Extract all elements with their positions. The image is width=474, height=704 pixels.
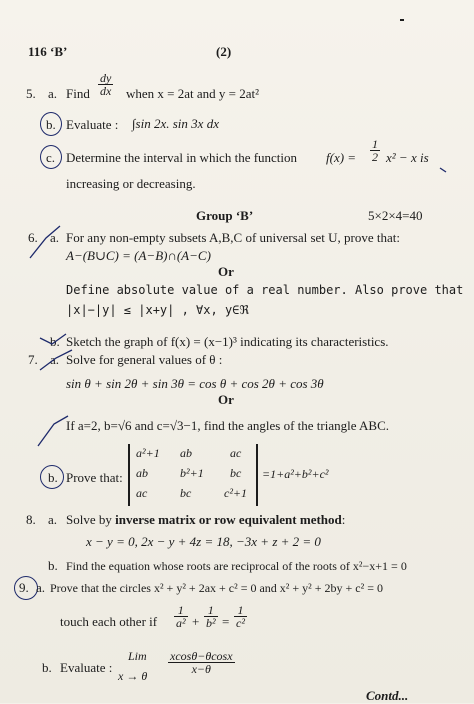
q5-number: 5. [26, 86, 36, 101]
det-cell: a²+1 [136, 446, 160, 460]
q9a-frac-b [204, 604, 218, 629]
q8a-text-pre: Solve by [66, 512, 112, 527]
q6-alt-text: Define absolute value of a real number. Also prove that [66, 283, 464, 297]
determinant-right-bar [256, 444, 258, 506]
q9b-lim-sub: x → θ [118, 669, 148, 683]
equals-sign: = [222, 614, 230, 629]
q5c-rest: x² − x is [386, 150, 429, 165]
q7b-label: b. [48, 470, 58, 485]
q5a-label: a. [48, 86, 58, 101]
q9a-frac-a [174, 604, 188, 629]
q8a-text-bold: inverse matrix or row equivalent method [115, 512, 342, 527]
pen-circle-q5b [40, 112, 62, 136]
q5c-text-line2: increasing or decreasing. [66, 176, 196, 191]
q5c-numerator: 1 [372, 137, 378, 151]
det-cell: c²+1 [224, 486, 248, 500]
q6a-label: a. [50, 230, 60, 245]
q7a-expression: sin θ + sin 2θ + sin 3θ = cos θ + cos 2θ + cos 3θ [66, 376, 324, 391]
q9b-fraction [168, 650, 235, 675]
det-cell: bc [180, 486, 192, 500]
determinant-left-bar [128, 444, 130, 506]
q9a-frac-a-den: a² [176, 616, 186, 630]
q7-number: 7. [28, 352, 38, 367]
q9a-frac-b-den: b² [206, 616, 216, 630]
q9-number: 9. [19, 580, 29, 595]
q9a-frac-c-num: 1 [234, 604, 247, 617]
q7b-text: Prove that: [66, 470, 123, 485]
q9a-frac-b-num: 1 [204, 604, 218, 617]
q5a-condition: when x = 2at and y = 2at² [126, 86, 260, 101]
q5a-text: Find [66, 86, 90, 101]
q7b-rhs: =1+a²+b²+c² [262, 467, 329, 481]
det-cell: b²+1 [180, 466, 204, 480]
q5a-numerator: dy [100, 71, 112, 85]
q6a-expression: A−(B∪C) = (A−B)∩(A−C) [66, 248, 211, 263]
q7a-label: a. [50, 352, 60, 367]
det-cell: ac [230, 446, 242, 460]
q9a-frac-c [234, 604, 247, 629]
q8b-label: b. [48, 558, 58, 573]
q9a-label: a. [36, 580, 46, 595]
q9a-text: Prove that the circles x² + y² + 2ax + c² = 0 and x² + y² + 2by + c² = 0 [50, 581, 383, 595]
q9b-denominator: x−θ [191, 662, 211, 676]
page-number: (2) [216, 44, 232, 59]
q9b-lim: Lim [128, 649, 147, 663]
q8a-text [66, 512, 345, 528]
q9a-text-line2: touch each other if [60, 614, 158, 629]
q9a-frac-a-num: 1 [174, 604, 188, 617]
q9b-numerator: xcosθ−θcosx [170, 649, 233, 663]
group-marks: 5×2×4=40 [368, 208, 423, 223]
contd-label: Contd... [366, 688, 409, 703]
q6-number: 6. [28, 230, 38, 245]
q5a-fraction [98, 72, 113, 97]
det-cell: ac [136, 486, 148, 500]
q6-alt-expression: |x|−|y| ≤ |x+y| , ∀x, y∈ℜ [66, 303, 250, 317]
pen-circle-q5c [40, 145, 62, 169]
q7-or: Or [218, 392, 234, 407]
q5b-expression: ∫sin 2x. sin 3x dx [132, 116, 219, 131]
pen-circle-q7b [40, 465, 64, 489]
group-title: Group ‘B’ [196, 208, 254, 223]
q6a-text: For any non-empty subsets A,B,C of universal set U, prove that: [66, 230, 400, 245]
q5b-label: b. [46, 117, 56, 132]
q5c-label: c. [46, 150, 56, 165]
q8b-text: Find the equation whose roots are reciprocal of the roots of x²−x+1 = 0 [66, 559, 407, 573]
q8a-equations: x − y = 0, 2x − y + 4z = 18, −3x + z + 2 = 0 [86, 534, 321, 549]
q9b-text: Evaluate : [60, 660, 113, 675]
paper-code: 116 ‘B’ [28, 44, 68, 59]
q5c-fraction [370, 138, 380, 163]
det-cell: bc [230, 466, 242, 480]
q8a-text-post: : [341, 512, 346, 527]
pen-mark-right [440, 168, 446, 172]
q9a-frac-c-den: c² [236, 616, 245, 630]
q5c-text: Determine the interval in which the function [66, 150, 298, 165]
pen-tick-q7-alt [38, 416, 68, 446]
q5c-function: f(x) = [326, 150, 357, 165]
q7a-text: Solve for general values of θ : [66, 352, 223, 367]
q6b-text: Sketch the graph of f(x) = (x−1)³ indicating its characteristics. [66, 334, 389, 349]
q8-number: 8. [26, 512, 36, 527]
det-cell: ab [180, 446, 192, 460]
q9b-label: b. [42, 660, 52, 675]
q6b-label: b. [50, 334, 60, 349]
q5b-text: Evaluate : [66, 117, 119, 132]
det-cell: ab [136, 466, 148, 480]
q7b-determinant [128, 444, 260, 506]
q7-alt-text: If a=2, b=√6 and c=√3−1, find the angles of the triangle ABC. [66, 418, 390, 433]
q5c-denominator: 2 [372, 150, 378, 164]
q8a-label: a. [48, 512, 58, 527]
plus-sign: + [192, 614, 200, 629]
q5a-denominator: dx [100, 84, 112, 98]
q6-or: Or [218, 264, 234, 279]
